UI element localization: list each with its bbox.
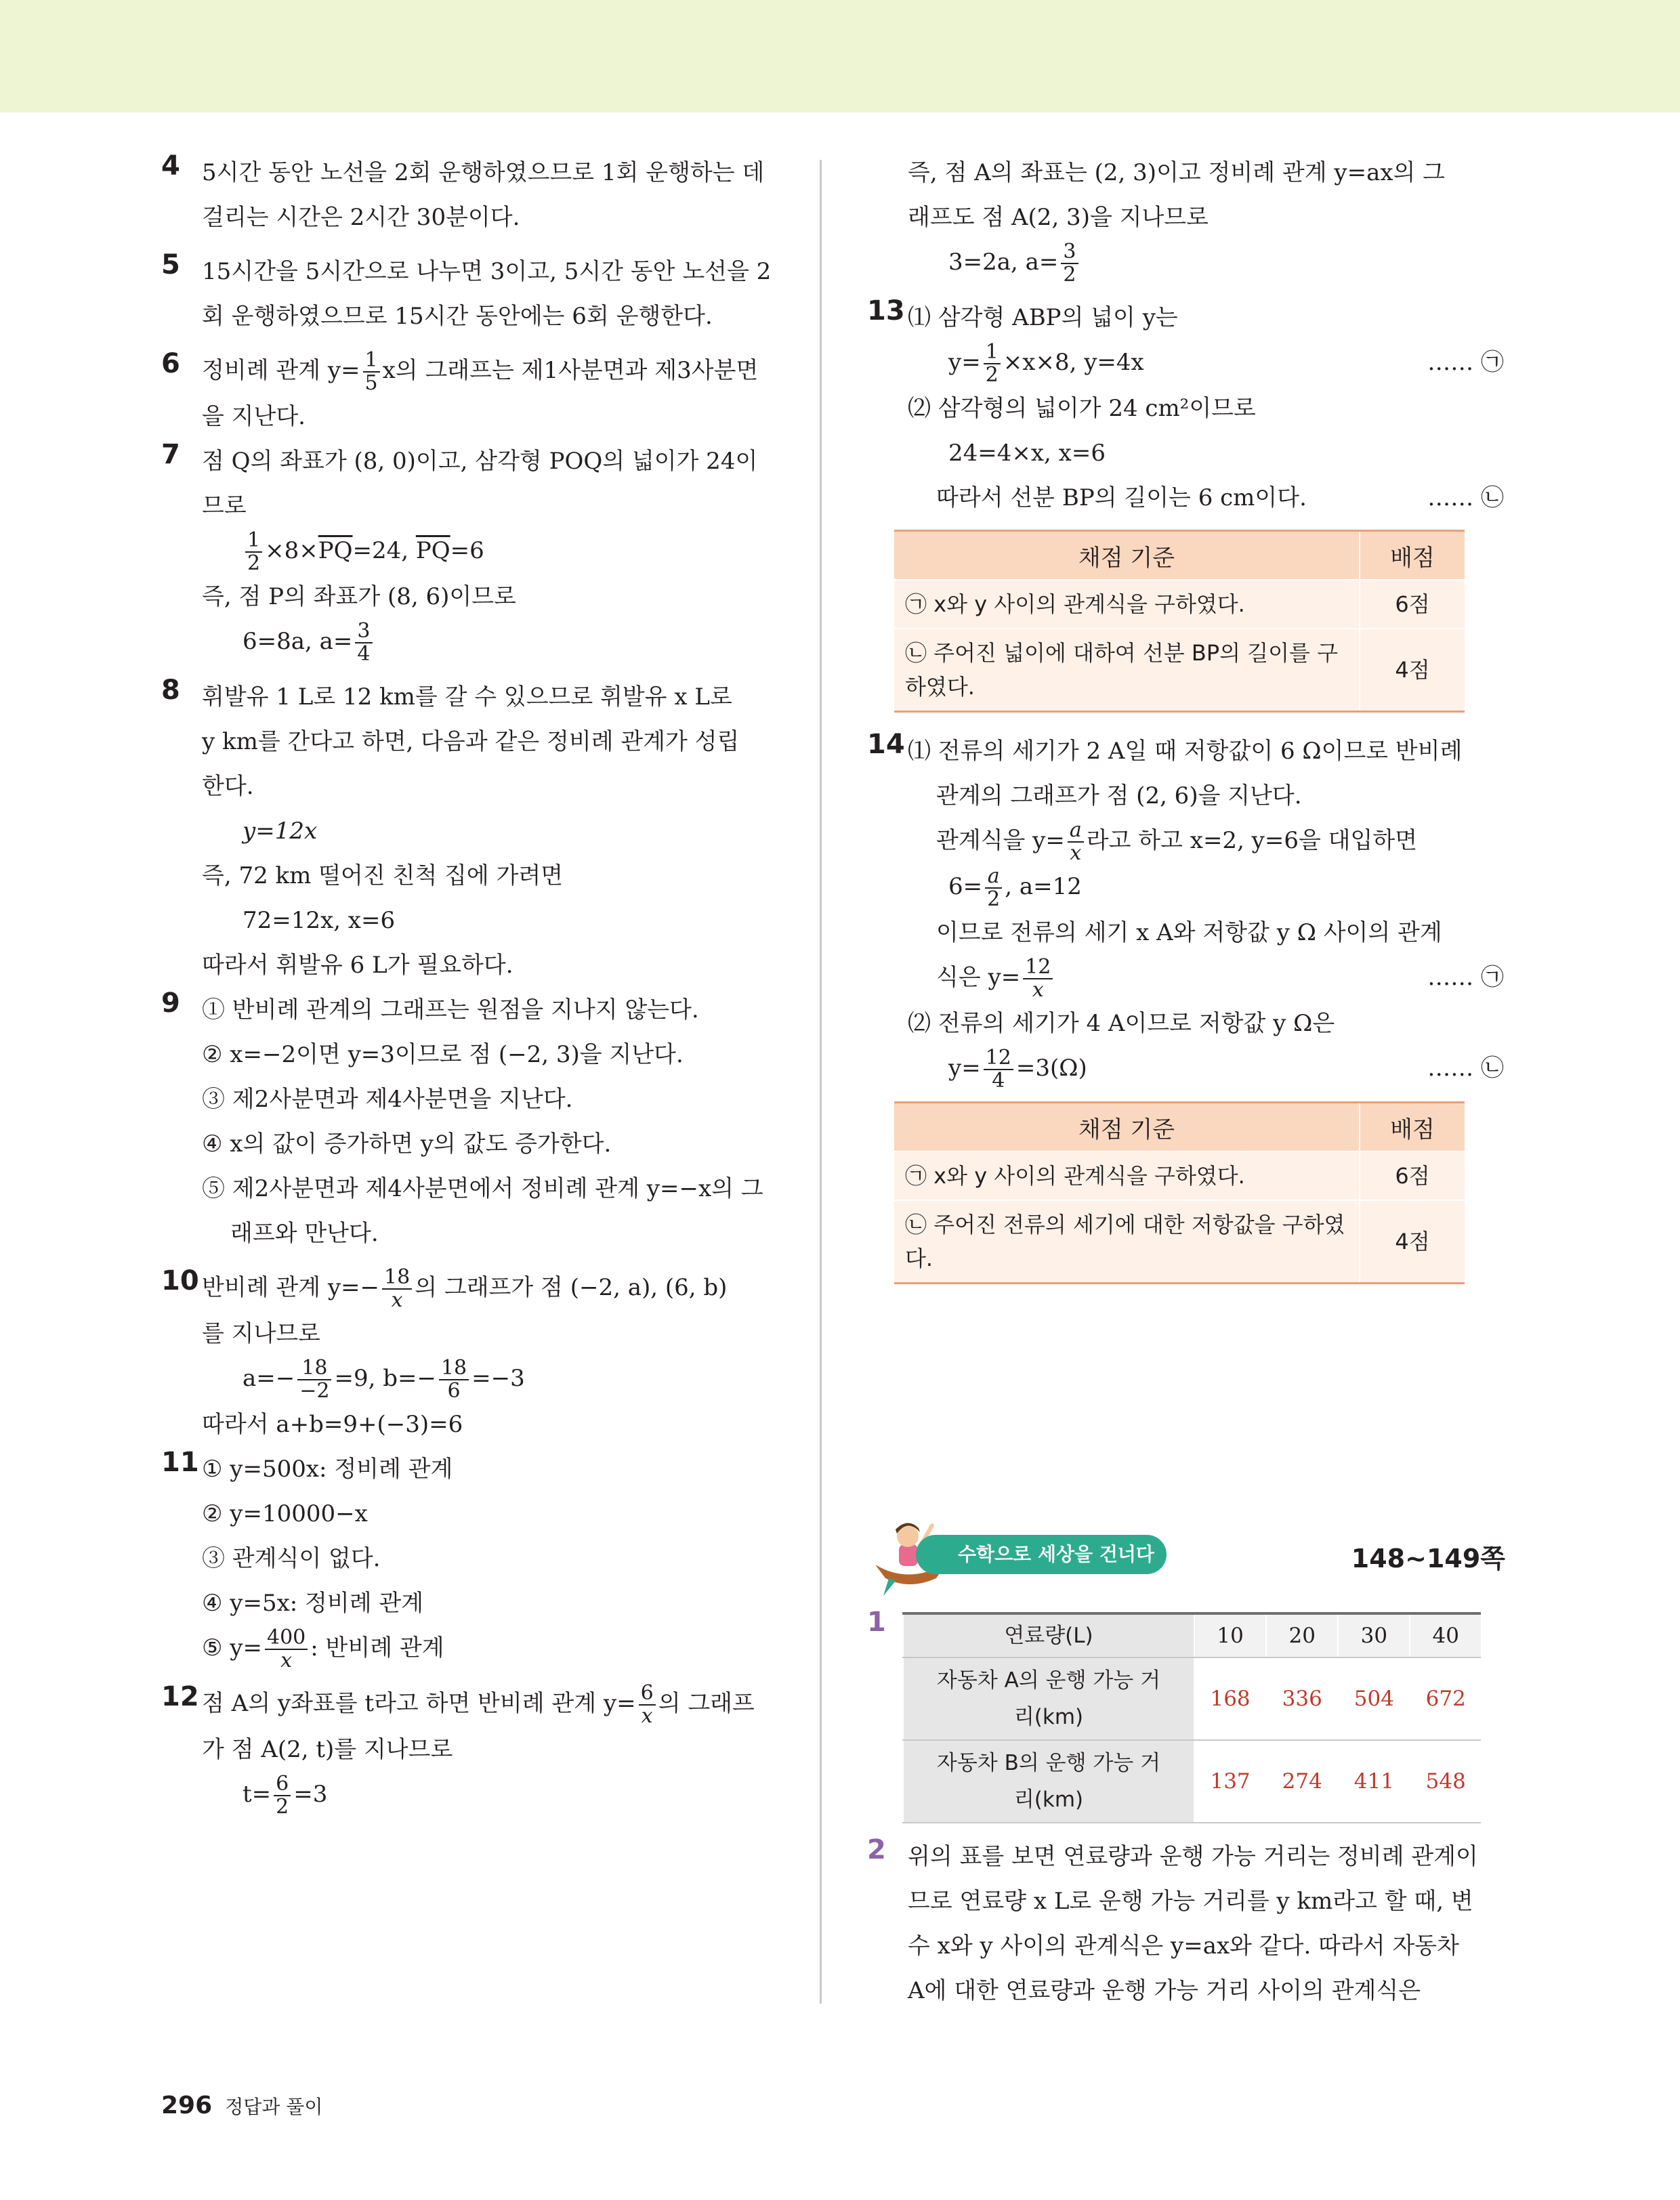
text-run: : 반비례 관계 [310,1634,444,1662]
segment-label: $\overline{PQ}$ [318,537,353,564]
fraction [1068,820,1084,864]
table-header: 채점 기준 [894,531,1360,580]
table-header: 40 [1410,1613,1481,1657]
text-line: ⑵ 전류의 세기가 4 A이므로 저항값 y Ω은 [908,1010,1335,1037]
banner-title: 수학으로 세상을 건너다 [916,1535,1167,1574]
text-line: 이므로 전류의 세기 x A와 저항값 y Ω 사이의 관계 [936,919,1442,946]
table-header: 20 [1266,1613,1338,1657]
denominator: −2 [299,1379,330,1403]
fraction [382,1267,412,1311]
fraction [274,1773,291,1818]
denominator: x [391,1288,403,1312]
table-cell: 411 [1338,1740,1410,1823]
table-header: 10 [1194,1613,1266,1657]
text-line [202,348,771,394]
answer-7 [161,439,771,665]
text-line: ① 반비례 관계의 그래프는 원점을 지나지 않는다. [202,996,699,1023]
numerator: 18 [297,1357,331,1380]
table-cell: ㉡ 주어진 전류의 세기에 대한 저항값을 구하였다. [894,1200,1360,1284]
text-run: t= [243,1781,272,1808]
text-line: 래프도 점 A(2, 3)을 지나므로 [908,204,1209,231]
text-line: 걸리는 시간은 2시간 30분이다. [202,204,520,231]
text-line: 수 x와 y 사이의 관계식은 y=ax와 같다. 따라서 자동차 [908,1932,1459,1960]
text-run: x의 그래프는 제1사분면과 제3사분면 [382,357,759,384]
numerator: 18 [382,1267,412,1290]
step-marker: …… ㉡ [1427,484,1504,511]
text-run: 식은 y= [936,964,1021,991]
equation: y=12x [243,818,318,845]
step-marker: …… ㉠ [1427,349,1504,376]
table-cell: 4점 [1360,1200,1465,1284]
text-line: 15시간을 5시간으로 나누면 3이고, 5시간 동안 노선을 2 [202,258,772,285]
answer-6 [161,348,771,439]
left-column [161,150,771,1818]
text-run: 6=8a, a= [243,628,353,655]
fraction [297,1357,331,1402]
numerator: a [1068,820,1084,843]
text-run: 점 A의 y좌표를 t라고 하면 반비례 관계 y= [202,1690,636,1717]
fraction [355,620,372,665]
text-run: a=− [243,1365,295,1392]
text-run: =3 [293,1781,328,1808]
text-line: ⑵ 삼각형의 넓이가 24 cm²이므로 [908,395,1256,422]
item-number: 14 [867,729,905,760]
text-line: 므로 [202,492,247,520]
numerator: 1 [245,530,262,553]
equation [908,240,1504,286]
table-cell: 6점 [1360,1151,1465,1200]
text-run: ×x×8, y=4x [1003,349,1144,376]
text-line: ⑴ 전류의 세기가 2 A일 때 저항값이 6 Ω이므로 반비례 [908,738,1463,765]
text-line: A에 대한 연료량과 운행 가능 거리 사이의 관계식은 [908,1977,1421,2004]
top-band [0,0,1680,112]
page-footer [161,2092,322,2119]
equation [908,1046,1504,1092]
text-run: =6 [450,537,484,564]
text-run: =−3 [471,1365,525,1392]
answer-11 [161,1447,771,1672]
answer-12-continued [867,150,1504,286]
text-run: 따라서 선분 BP의 길이는 6 cm이다. [936,484,1307,511]
item-number: 11 [161,1447,199,1478]
row-label: 자동차 A의 운행 가능 거리(km) [903,1657,1194,1740]
text-line: 즉, 72 km 떨어진 친척 집에 가려면 [202,862,564,889]
denominator: 4 [357,642,371,666]
answer-5 [161,249,771,339]
fraction [439,1357,469,1402]
text-line [202,1265,771,1311]
table-header: 배점 [1360,531,1465,580]
text-line: ② x=−2이면 y=3이므로 점 (−2, 3)을 지난다. [202,1041,684,1068]
text-run: , a=12 [1005,873,1082,900]
denominator: 2 [987,887,1001,911]
text-line: ⑴ 삼각형 ABP의 넓이 y는 [908,304,1178,331]
right-column [867,150,1504,1300]
answer-13 [867,295,1504,713]
text-run: ⑤ y= [202,1634,262,1662]
table-header: 배점 [1360,1103,1465,1152]
scoring-table [894,530,1465,713]
table-cell: ㉡ 주어진 넓이에 대하여 선분 BP의 길이를 구하였다. [894,629,1360,712]
item-number: 10 [161,1265,199,1296]
denominator: 2 [276,1795,289,1819]
text-line [908,955,1504,1001]
text-line: 한다. [202,773,254,800]
text-line: 5시간 동안 노선을 2회 운행하였으므로 1회 운행하는 데 [202,159,765,186]
denominator: 2 [985,363,999,387]
table-cell: 274 [1266,1740,1338,1823]
item-number: 1 [867,1607,886,1638]
denominator: x [641,1704,653,1728]
scoring-table [894,1101,1465,1284]
equation: 24=4×x, x=6 [948,440,1106,467]
numerator: 6 [639,1683,656,1706]
equation [202,1772,771,1818]
text-line: 위의 표를 보면 연료량과 운행 가능 거리는 정비례 관계이 [908,1843,1478,1870]
item-number: 12 [161,1681,199,1712]
table-header: 30 [1338,1613,1410,1657]
text-run: =9, b=− [334,1365,436,1392]
text-line: 즉, 점 A의 좌표는 (2, 3)이고 정비례 관계 y=ax의 그 [908,159,1446,186]
denominator: 5 [364,371,378,395]
text-line: 을 지난다. [202,403,306,430]
table-cell: 4점 [1360,629,1465,712]
text-line: ② y=10000−x [202,1500,368,1527]
text-run: y= [948,1055,981,1082]
fraction [363,350,380,394]
column-divider [820,160,822,2004]
numerator: 1 [363,350,380,373]
fraction [984,1047,1013,1092]
numerator: 1 [984,341,1001,364]
numerator: 3 [1061,241,1078,264]
denominator: 2 [1063,263,1076,287]
table-cell: 336 [1266,1657,1338,1740]
denominator: x [280,1649,293,1672]
page-number: 296 [161,2092,213,2119]
answer-12 [161,1681,771,1818]
text-line: 므로 연료량 x L로 운행 가능 거리를 y km라고 할 때, 변 [908,1888,1473,1915]
text-line: 따라서 a+b=9+(−3)=6 [202,1411,463,1438]
numerator: 400 [265,1627,308,1650]
text-line: ③ 제2사분면과 제4사분면을 지난다. [202,1086,573,1113]
item-number: 4 [161,150,180,182]
text-run: ×8× [265,537,318,564]
item-number: 13 [867,295,905,326]
text-run: =3(Ω) [1015,1055,1087,1082]
fraction [245,530,262,574]
table-cell: 504 [1338,1657,1410,1740]
item-number: 8 [161,675,180,706]
text-line: ④ x의 값이 증가하면 y의 값도 증가한다. [202,1130,612,1158]
fraction [985,866,1002,910]
text-run: 정비례 관계 y= [202,357,360,384]
numerator: 12 [1023,956,1053,979]
footer-label: 정답과 풀이 [225,2096,323,2118]
text-run: 관계식을 y= [936,827,1065,854]
fuel-distance-table [902,1612,1481,1823]
equation [202,1356,771,1402]
segment-label: $\overline{PQ}$ [415,537,450,564]
table-cell: 672 [1410,1657,1481,1740]
fraction [639,1683,656,1727]
text-line [908,818,1504,864]
row-label: 자동차 B의 운행 가능 거리(km) [903,1740,1194,1823]
text-run: 의 그래프가 점 (−2, a), (6, b) [415,1274,728,1301]
item-number: 9 [161,988,180,1019]
text-line: ① y=500x: 정비례 관계 [202,1456,453,1483]
table-cell: 168 [1194,1657,1266,1740]
text-run: 6= [948,873,983,900]
fraction [1023,956,1053,1001]
answer-14 [867,729,1504,1284]
page-range: 148~149쪽 [1351,1544,1505,1573]
table-cell: ㉠ x와 y 사이의 관계식을 구하였다. [894,580,1360,629]
equation: 72=12x, x=6 [243,907,396,934]
text-line: ③ 관계식이 없다. [202,1545,381,1572]
item-number: 6 [161,348,180,379]
equation [202,619,771,665]
text-line: y km를 간다고 하면, 다음과 같은 정비례 관계가 성립 [202,728,740,755]
item-number: 5 [161,249,180,280]
item-number: 7 [161,439,180,470]
table-cell: 548 [1410,1740,1481,1823]
equation [202,528,771,574]
numerator: 6 [274,1773,291,1796]
answer-8 [161,675,771,988]
answer-q2 [867,1834,1504,2013]
equation [908,864,1504,910]
text-line: 회 운행하였으므로 15시간 동안에는 6회 운행한다. [202,303,713,330]
text-line: 래프와 만난다. [230,1220,379,1247]
numerator: 12 [984,1047,1013,1070]
denominator: x [1070,841,1082,865]
text-line: 가 점 A(2, t)를 지나므로 [202,1736,453,1763]
text-run: 반비례 관계 y=− [202,1274,380,1301]
denominator: 4 [992,1069,1005,1093]
text-run: y= [948,349,981,376]
equation [908,340,1504,386]
table-header: 연료량(L) [903,1613,1194,1657]
table-header: 채점 기준 [894,1103,1360,1152]
text-run: 3=2a, a= [948,249,1059,276]
text-run: 의 그래프 [658,1690,755,1717]
text-run: =24, [352,537,416,564]
text-line [908,475,1504,520]
table-cell: ㉠ x와 y 사이의 관계식을 구하였다. [894,1151,1360,1200]
text-line: 관계의 그래프가 점 (2, 6)을 지난다. [936,782,1302,809]
denominator: 2 [247,551,261,575]
item-number: 2 [867,1834,886,1865]
numerator: 18 [439,1357,469,1380]
step-marker: …… ㉡ [1427,1055,1504,1082]
text-line: 따라서 휘발유 6 L가 필요하다. [202,952,513,979]
fraction [265,1627,308,1672]
text-run: 라고 하고 x=2, y=6을 대입하면 [1086,827,1418,854]
answer-10 [161,1265,771,1447]
answer-9 [161,988,771,1256]
text-line: ④ y=5x: 정비례 관계 [202,1590,424,1617]
text-line: 를 지나므로 [202,1320,321,1347]
text-line: 휘발유 1 L로 12 km를 갈 수 있으므로 휘발유 x L로 [202,683,732,711]
text-line: 점 Q의 좌표가 (8, 0)이고, 삼각형 POQ의 넓이가 24이 [202,448,758,475]
denominator: 6 [447,1379,461,1403]
text-line: 즉, 점 P의 좌표가 (8, 6)이므로 [202,583,516,610]
fraction [1061,241,1078,286]
text-line [202,1681,771,1727]
section-banner [868,1510,1505,1599]
text-line: ⑤ 제2사분면과 제4사분면에서 정비례 관계 y=−x의 그 [202,1175,763,1202]
step-marker: …… ㉠ [1427,964,1504,991]
table-cell: 137 [1194,1740,1266,1823]
answer-4 [161,150,771,240]
table-cell: 6점 [1360,580,1465,629]
text-line [202,1626,771,1672]
denominator: x [1032,978,1044,1002]
numerator: 3 [355,620,372,643]
fraction [984,341,1001,386]
numerator: a [985,866,1002,889]
